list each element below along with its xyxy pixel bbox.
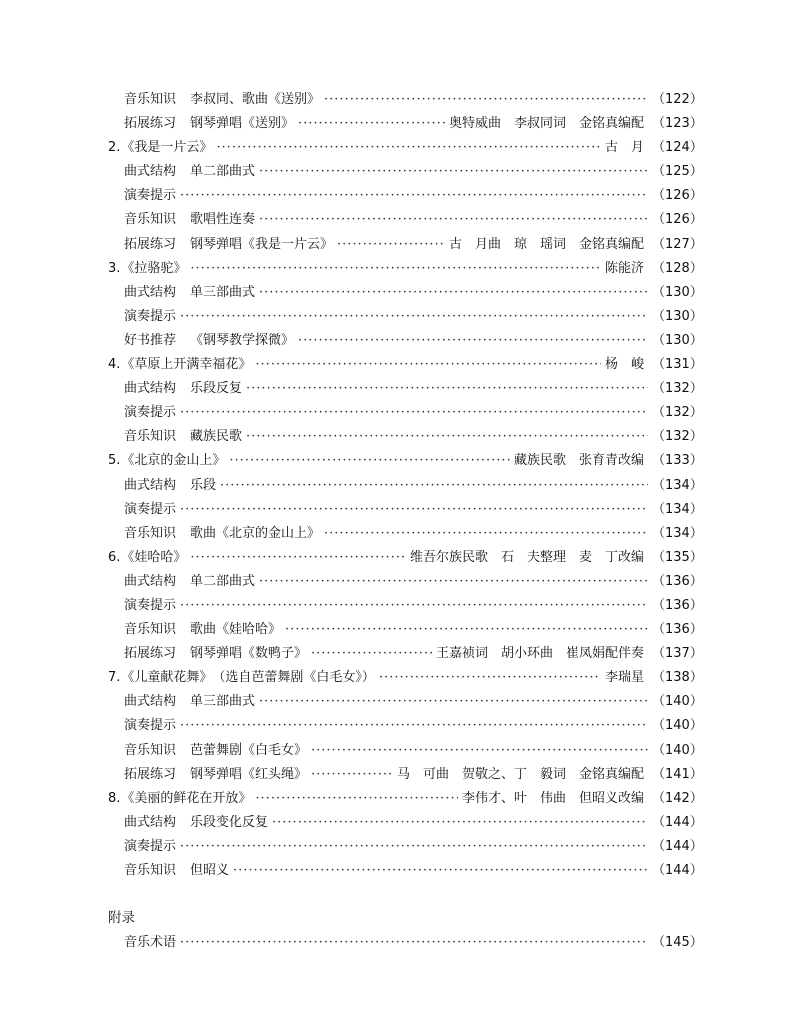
page-number: （134） <box>652 501 703 517</box>
toc-subentry <box>108 811 703 835</box>
page-number: （142） <box>652 790 703 806</box>
entry-credit: 王嘉祯词 胡小环曲 崔凤娟配伴奏 <box>435 646 644 662</box>
dot-leader <box>285 622 648 637</box>
dot-leader <box>180 839 648 854</box>
subentry-label: 曲式结构 <box>124 284 177 300</box>
entry-title: 《我是一片云》 <box>121 140 213 156</box>
entry-credit: 古 月曲 琼 瑶词 金铭真编配 <box>448 236 644 252</box>
toc-subentry <box>108 305 703 329</box>
page-number: （135） <box>652 549 703 565</box>
subentry-description: 单三部曲式 <box>190 284 256 300</box>
entry-title: 《美丽的鲜花在开放》 <box>121 790 252 806</box>
page-number: （134） <box>652 525 703 541</box>
entry-number: 7. <box>108 670 121 686</box>
toc-subentry <box>108 570 703 594</box>
subentry-description: 钢琴弹唱《红头绳》 <box>190 766 308 782</box>
page-number: （137） <box>652 646 703 662</box>
entry-credit: 藏族民歌 张育青改编 <box>513 453 644 469</box>
subentry-label: 曲式结构 <box>124 694 177 710</box>
entry-credit: 李瑞星 <box>604 670 644 686</box>
page-number: （132） <box>652 405 703 421</box>
toc-appendix-list <box>108 931 703 955</box>
toc-entry <box>108 546 703 570</box>
toc-subentry <box>108 498 703 522</box>
page-number: （134） <box>652 477 703 493</box>
page-number: （145） <box>652 935 703 951</box>
entry-credit: 古 月 <box>604 140 644 156</box>
subentry-description: 单二部曲式 <box>190 164 256 180</box>
dot-leader <box>220 478 648 493</box>
page-number: （144） <box>652 863 703 878</box>
toc-subentry <box>108 329 703 353</box>
toc-subentry <box>108 233 703 257</box>
toc-entry <box>108 136 703 160</box>
page-number: （144） <box>652 838 703 854</box>
subentry-label: 曲式结构 <box>124 573 177 589</box>
dot-leader <box>298 116 445 131</box>
toc-subentry <box>108 522 703 546</box>
toc-subentry <box>108 425 703 449</box>
subentry-label: 曲式结构 <box>124 477 177 493</box>
subentry-label: 曲式结构 <box>124 381 177 397</box>
subentry-label: 音乐知识 <box>124 212 177 228</box>
toc-entry <box>108 787 703 811</box>
toc-subentry <box>108 160 703 184</box>
toc-subentry <box>108 859 703 883</box>
entry-credit: 杨 峻 <box>604 357 644 373</box>
subentry-label: 音乐知识 <box>124 863 177 878</box>
dot-leader <box>255 357 601 372</box>
subentry-description: 钢琴弹唱《我是一片云》 <box>190 236 334 252</box>
entry-credit: 维吾尔族民歌 石 夫整理 麦 丁改编 <box>409 549 644 565</box>
subentry-label: 曲式结构 <box>124 164 177 180</box>
entry-credit: 马 可曲 贺敬之、丁 毅词 金铭真编配 <box>396 766 644 782</box>
entry-number: 4. <box>108 357 121 373</box>
toc-subentry <box>108 835 703 859</box>
subentry-label: 好书推荐 <box>124 332 177 348</box>
subentry-label: 音乐知识 <box>124 429 177 445</box>
subentry-description: 芭蕾舞剧《白毛女》 <box>190 742 308 758</box>
toc-subentry <box>108 184 703 208</box>
page-number: （140） <box>652 742 703 758</box>
dot-leader <box>259 212 648 227</box>
subentry-label: 曲式结构 <box>124 814 177 830</box>
page-number: （126） <box>652 188 703 204</box>
entry-title: 《儿童献花舞》 <box>121 670 213 686</box>
subentry-label: 演奏提示 <box>124 188 177 204</box>
dot-leader <box>180 309 648 324</box>
toc-subentry <box>108 112 703 136</box>
page-number: （132） <box>652 429 703 445</box>
page-number: （136） <box>652 597 703 613</box>
page-number: （132） <box>652 381 703 397</box>
dot-leader <box>298 333 648 348</box>
appendix-heading: 附录 <box>108 910 135 927</box>
subentry-description: 藏族民歌 <box>190 429 243 445</box>
entry-title: 《娃哈哈》 <box>121 549 187 565</box>
page-number: （138） <box>652 670 703 686</box>
dot-leader <box>311 767 393 782</box>
entry-title: 《草原上开满幸福花》 <box>121 357 252 373</box>
entry-number: 8. <box>108 790 121 806</box>
dot-leader <box>180 718 648 733</box>
dot-leader <box>324 526 648 541</box>
page-number: （123） <box>652 116 703 132</box>
subentry-label: 演奏提示 <box>124 405 177 421</box>
toc-subentry <box>108 88 703 112</box>
page-number: （130） <box>652 308 703 324</box>
toc-subentry <box>108 763 703 787</box>
subentry-description: 乐段反复 <box>190 381 243 397</box>
page-number: （140） <box>652 694 703 710</box>
page-number: （131） <box>652 357 703 373</box>
subentry-label: 音乐知识 <box>124 525 177 541</box>
dot-leader <box>233 863 648 878</box>
dot-leader <box>311 743 648 758</box>
page-number: （125） <box>652 164 703 180</box>
toc-subentry <box>108 377 703 401</box>
page-number: （133） <box>652 453 703 469</box>
toc-subentry <box>108 208 703 232</box>
subentry-label: 音乐知识 <box>124 742 177 758</box>
dot-leader <box>180 188 648 203</box>
subentry-label: 拓展练习 <box>124 116 177 132</box>
toc-subentry <box>108 739 703 763</box>
entry-title-note: （选自芭蕾舞剧《白毛女》） <box>212 670 375 686</box>
subentry-description: 乐段变化反复 <box>190 814 269 830</box>
subentry-description: 单三部曲式 <box>190 694 256 710</box>
subentry-description: 《钢琴教学探微》 <box>190 332 295 348</box>
subentry-description: 钢琴弹唱《数鸭子》 <box>190 646 308 662</box>
entry-number: 5. <box>108 453 121 469</box>
dot-leader <box>259 285 648 300</box>
entry-credit: 李伟才、叶 伟曲 但昭义改编 <box>461 790 644 806</box>
toc-entry <box>108 666 703 690</box>
subentry-description: 歌唱性连奏 <box>190 212 256 228</box>
subentry-label: 演奏提示 <box>124 501 177 517</box>
page-number: （136） <box>652 622 703 638</box>
page-number: （130） <box>652 332 703 348</box>
dot-leader <box>379 670 601 685</box>
page-number: （124） <box>652 140 703 156</box>
dot-leader <box>324 92 648 107</box>
subentry-label: 拓展练习 <box>124 766 177 782</box>
dot-leader <box>180 405 648 420</box>
page-number: （141） <box>652 766 703 782</box>
subentry-label: 拓展练习 <box>124 236 177 252</box>
toc-subentry <box>108 642 703 666</box>
page-number: （127） <box>652 236 703 252</box>
subentry-label: 演奏提示 <box>124 838 177 854</box>
dot-leader <box>259 694 648 709</box>
entry-credit: 奥特威曲 李叔同词 金铭真编配 <box>448 116 644 132</box>
entry-number: 6. <box>108 549 121 565</box>
entry-credit: 陈能济 <box>604 260 644 276</box>
subentry-label: 拓展练习 <box>124 646 177 662</box>
page-number: （136） <box>652 573 703 589</box>
subentry-description: 歌曲《北京的金山上》 <box>190 525 321 541</box>
toc-entry <box>108 353 703 377</box>
subentry-label: 演奏提示 <box>124 597 177 613</box>
subentry-description: 歌曲《娃哈哈》 <box>190 622 282 638</box>
subentry-description: 单二部曲式 <box>190 573 256 589</box>
dot-leader <box>311 646 432 661</box>
dot-leader <box>337 237 445 252</box>
dot-leader <box>180 502 648 517</box>
subentry-label: 音乐术语 <box>124 935 177 951</box>
subentry-label: 音乐知识 <box>124 92 177 107</box>
toc-entry <box>108 449 703 473</box>
dot-leader <box>272 815 648 830</box>
dot-leader <box>190 550 406 565</box>
dot-leader <box>246 429 648 444</box>
toc-subentry <box>108 281 703 305</box>
entry-title: 《北京的金山上》 <box>121 453 226 469</box>
subentry-description: 但昭义 <box>190 863 230 878</box>
page-number: （128） <box>652 260 703 276</box>
page-number: （130） <box>652 284 703 300</box>
subentry-label: 演奏提示 <box>124 308 177 324</box>
toc-entry <box>108 257 703 281</box>
subentry-description: 乐段 <box>190 477 217 493</box>
page-number: （140） <box>652 718 703 734</box>
subentry-label: 音乐知识 <box>124 622 177 638</box>
toc-subentry <box>108 401 703 425</box>
toc-main-list <box>108 88 703 883</box>
dot-leader <box>180 935 648 950</box>
entry-title: 《拉骆驼》 <box>121 260 187 276</box>
entry-number: 3. <box>108 260 121 276</box>
entry-number: 2. <box>108 140 121 156</box>
dot-leader <box>190 261 601 276</box>
dot-leader <box>246 381 648 396</box>
page-number: （122） <box>652 92 703 107</box>
dot-leader <box>259 164 648 179</box>
page-number: （126） <box>652 212 703 228</box>
dot-leader <box>216 140 601 155</box>
subentry-label: 演奏提示 <box>124 718 177 734</box>
toc-subentry <box>108 931 703 955</box>
page-number: （144） <box>652 814 703 830</box>
toc-subentry <box>108 594 703 618</box>
toc-subentry <box>108 618 703 642</box>
dot-leader <box>229 453 510 468</box>
subentry-description: 钢琴弹唱《送别》 <box>190 116 295 132</box>
subentry-description: 李叔同、歌曲《送别》 <box>190 92 321 107</box>
dot-leader <box>180 598 648 613</box>
toc-subentry <box>108 474 703 498</box>
toc-subentry <box>108 690 703 714</box>
toc-subentry <box>108 714 703 738</box>
dot-leader <box>259 574 648 589</box>
table-of-contents <box>108 88 703 955</box>
dot-leader <box>255 791 458 806</box>
